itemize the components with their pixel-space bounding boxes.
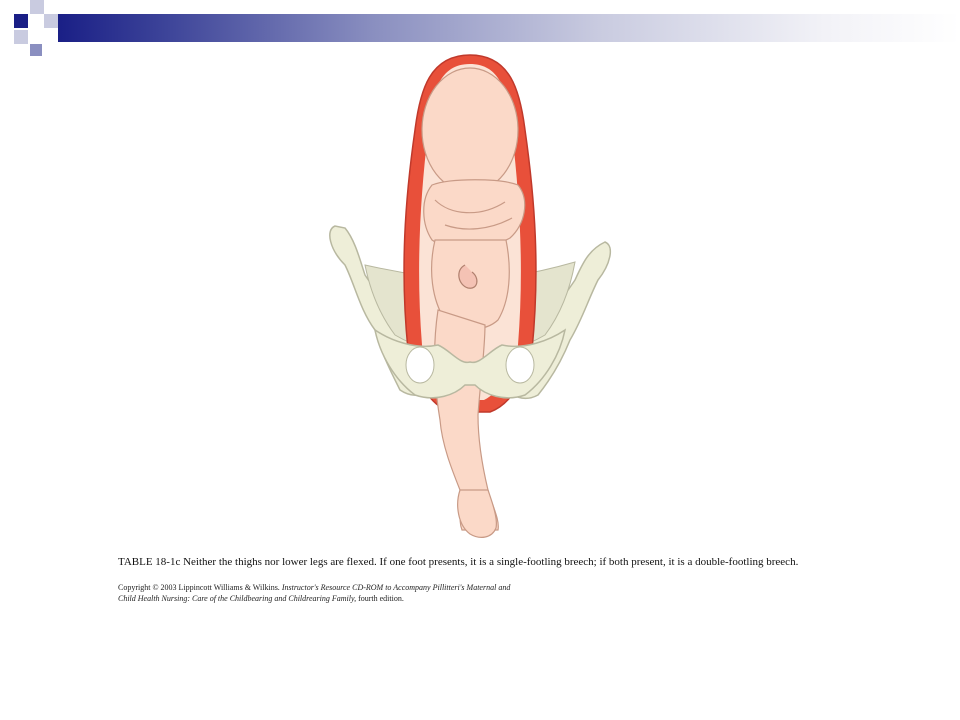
copyright-line2-italic: Child Health Nursing: Care of the Childbearing and Childrearing Family, [118, 594, 357, 603]
title-gradient-band [58, 14, 960, 42]
fetus-head [422, 68, 518, 192]
copyright-notice [118, 582, 638, 604]
slide-title-bar [0, 0, 960, 56]
square-dark [14, 14, 28, 28]
copyright-line1-italic: Instructor's Resource CD-ROM to Accompany Pillitteri's Maternal and [281, 583, 511, 592]
square-mid [30, 44, 42, 56]
obturator-left [406, 347, 434, 383]
breech-illustration [320, 50, 620, 550]
copyright-line2-post: fourth edition. [356, 594, 404, 603]
copyright-line1-pre: Copyright © 2003 Lippincott Williams & Wilkins. [118, 583, 282, 592]
fetus-body [424, 180, 525, 248]
square-light [30, 0, 44, 14]
obturator-right [506, 347, 534, 383]
square-light [14, 30, 28, 44]
square-light [44, 14, 58, 28]
figure-caption: TABLE 18-1c Neither the thighs nor lower legs are flexed. If one foot presents, it is a single-footling breech; if both present, it is a double-footling breech. [118, 556, 799, 568]
